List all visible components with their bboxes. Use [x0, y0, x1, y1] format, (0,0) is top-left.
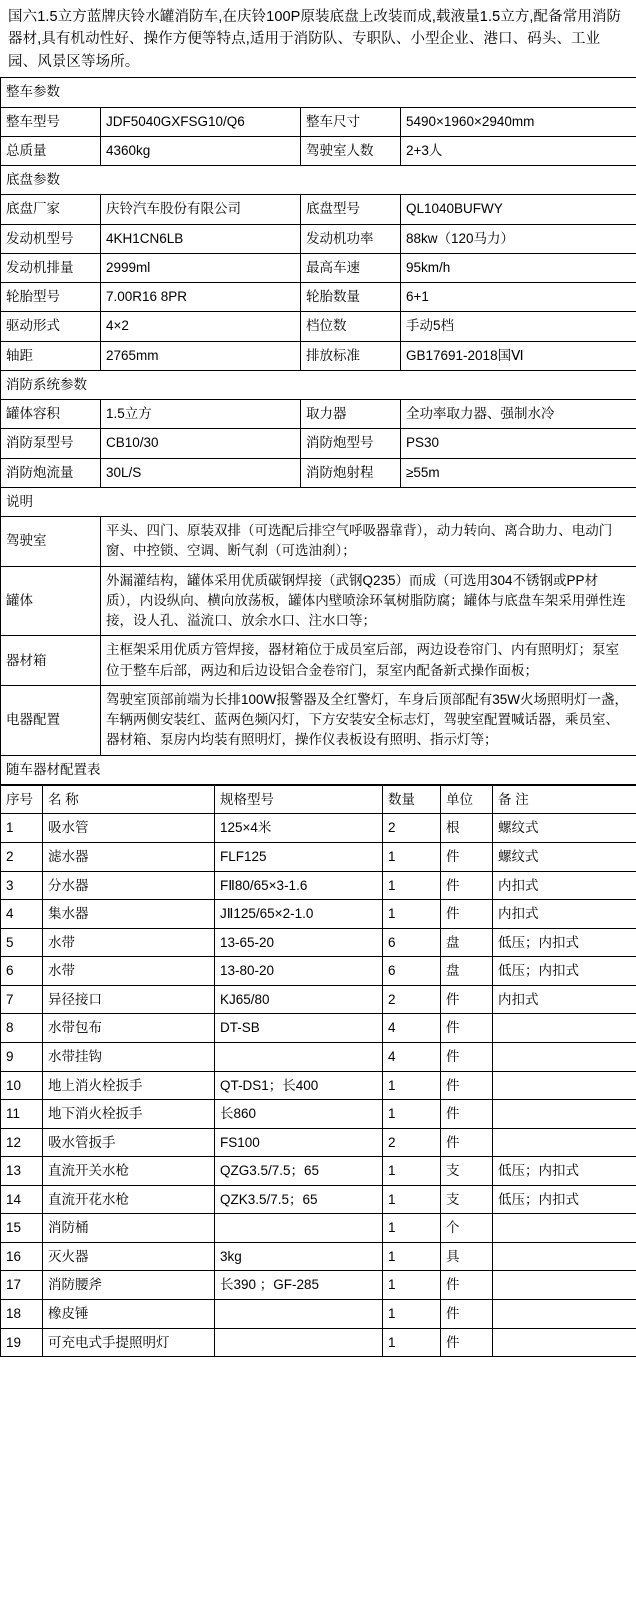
spec-label: 档位数: [301, 312, 401, 341]
spec-label: 消防炮流量: [1, 458, 101, 487]
cell-qty: 1: [383, 1157, 441, 1186]
spec-row: [1, 341, 636, 370]
cell-qty: 4: [383, 1042, 441, 1071]
cell-no: 6: [1, 957, 43, 986]
cell-qty: 1: [383, 1242, 441, 1271]
spec-label: 驾驶室人数: [301, 136, 401, 165]
spec-label: 整车型号: [1, 107, 101, 136]
cell-no: 12: [1, 1128, 43, 1157]
description-text: 主框架采用优质方管焊接，器材箱位于成员室后部，两边设卷帘门、内有照明灯；泵室位于整车后部，两边和后边设铝合金卷帘门，泵室内配备新式操作面板；: [101, 636, 636, 686]
section-header-row: [1, 370, 636, 399]
table-row: [1, 1157, 636, 1186]
cell-unit: 件: [441, 900, 493, 929]
cell-unit: 件: [441, 1014, 493, 1043]
cell-unit: 具: [441, 1242, 493, 1271]
cell-note: 内扣式: [493, 871, 636, 900]
spec-label: 发动机功率: [301, 224, 401, 253]
spec-value: 30L/S: [101, 458, 301, 487]
section-title-fire-system: 消防系统参数: [1, 370, 636, 399]
cell-model: FLF125: [215, 843, 383, 872]
spec-label: 消防炮型号: [301, 429, 401, 458]
cell-no: 15: [1, 1214, 43, 1243]
spec-value: QL1040BUFWY: [401, 195, 636, 224]
section-header-row: [1, 755, 636, 784]
spec-label: 消防炮射程: [301, 458, 401, 487]
column-header-name: 名 称: [43, 785, 215, 814]
spec-label: 底盘厂家: [1, 195, 101, 224]
cell-model: [215, 1300, 383, 1329]
cell-qty: 1: [383, 1100, 441, 1129]
cell-name: 集水器: [43, 900, 215, 929]
cell-unit: 件: [441, 985, 493, 1014]
cell-note: [493, 1214, 636, 1243]
cell-name: 水带: [43, 957, 215, 986]
cell-qty: 1: [383, 1214, 441, 1243]
spec-value: 2+3人: [401, 136, 636, 165]
section-title-vehicle: 整车参数: [1, 78, 636, 107]
spec-value: 4360kg: [101, 136, 301, 165]
spec-value: 手动5档: [401, 312, 636, 341]
spec-label: 底盘型号: [301, 195, 401, 224]
spec-value: 4×2: [101, 312, 301, 341]
cell-qty: 1: [383, 1071, 441, 1100]
cell-unit: 件: [441, 1271, 493, 1300]
cell-name: 水带包布: [43, 1014, 215, 1043]
cell-qty: 1: [383, 1271, 441, 1300]
section-header-row: [1, 78, 636, 107]
spec-value: GB17691-2018国Ⅵ: [401, 341, 636, 370]
table-row: [1, 1214, 636, 1243]
spec-value: 95km/h: [401, 253, 636, 282]
cell-unit: 根: [441, 814, 493, 843]
column-header-unit: 单位: [441, 785, 493, 814]
cell-note: 螺纹式: [493, 814, 636, 843]
cell-note: 螺纹式: [493, 843, 636, 872]
spec-label: 轴距: [1, 341, 101, 370]
cell-qty: 1: [383, 871, 441, 900]
spec-row: [1, 283, 636, 312]
spec-value: 2765mm: [101, 341, 301, 370]
cell-no: 13: [1, 1157, 43, 1186]
cell-unit: 件: [441, 1071, 493, 1100]
section-title-equipment: 随车器材配置表: [1, 755, 636, 784]
cell-model: FⅡ80/65×3-1.6: [215, 871, 383, 900]
spec-value: 88kw（120马力）: [401, 224, 636, 253]
cell-name: 消防腰斧: [43, 1271, 215, 1300]
cell-name: 直流开花水枪: [43, 1185, 215, 1214]
cell-qty: 2: [383, 985, 441, 1014]
spec-value: JDF5040GXFSG10/Q6: [101, 107, 301, 136]
cell-model: QZG3.5/7.5；65: [215, 1157, 383, 1186]
table-row: [1, 1242, 636, 1271]
cell-qty: 2: [383, 814, 441, 843]
spec-row: [1, 429, 636, 458]
cell-unit: 盘: [441, 957, 493, 986]
table-row: [1, 928, 636, 957]
table-row: [1, 985, 636, 1014]
spec-row: [1, 136, 636, 165]
cell-note: 内扣式: [493, 900, 636, 929]
cell-no: 18: [1, 1300, 43, 1329]
cell-note: 低压；内扣式: [493, 1185, 636, 1214]
cell-note: 内扣式: [493, 985, 636, 1014]
table-row: [1, 814, 636, 843]
cell-unit: 件: [441, 1300, 493, 1329]
cell-name: 水带挂钩: [43, 1042, 215, 1071]
cell-model: 长860: [215, 1100, 383, 1129]
table-row: [1, 957, 636, 986]
description-text: 外漏灌结构，罐体采用优质碳钢焊接（武钢Q235）而成（可选用304不锈钢或PP材质），内设纵向、横向放荡板，罐体内壁喷涂环氧树脂防腐；罐体与底盘车架采用弹性连接，设人孔、溢流口、放余水口、注水口等；: [101, 566, 636, 636]
cell-no: 9: [1, 1042, 43, 1071]
cell-name: 橡皮锤: [43, 1300, 215, 1329]
cell-unit: 件: [441, 1128, 493, 1157]
cell-model: [215, 1214, 383, 1243]
cell-unit: 件: [441, 871, 493, 900]
spec-row: [1, 458, 636, 487]
column-header-no: 序号: [1, 785, 43, 814]
cell-no: 1: [1, 814, 43, 843]
spec-value: 6+1: [401, 283, 636, 312]
table-row: [1, 1185, 636, 1214]
cell-qty: 2: [383, 1128, 441, 1157]
cell-no: 16: [1, 1242, 43, 1271]
cell-model: QZK3.5/7.5；65: [215, 1185, 383, 1214]
cell-name: 吸水管: [43, 814, 215, 843]
table-row: [1, 1300, 636, 1329]
cell-no: 11: [1, 1100, 43, 1129]
cell-unit: 支: [441, 1185, 493, 1214]
spec-value: 全功率取力器、强制水冷: [401, 400, 636, 429]
intro-paragraph: 国六1.5立方蓝牌庆铃水罐消防车,在庆铃100P原装底盘上改装而成,载液量1.5立方,配备常用消防器材,具有机动性好、操作方便等特点,适用于消防队、专职队、小型企业、港口、码头、工业园、风景区等场所。: [8, 9, 622, 70]
cell-model: 3kg: [215, 1242, 383, 1271]
cell-no: 3: [1, 871, 43, 900]
cell-note: [493, 1071, 636, 1100]
cell-qty: 1: [383, 1300, 441, 1329]
description-label: 器材箱: [1, 636, 101, 686]
spec-label: 排放标准: [301, 341, 401, 370]
spec-row: [1, 224, 636, 253]
cell-note: [493, 1042, 636, 1071]
cell-name: 灭火器: [43, 1242, 215, 1271]
cell-unit: 件: [441, 1042, 493, 1071]
spec-row: [1, 400, 636, 429]
table-row: [1, 1128, 636, 1157]
spec-value: 4KH1CN6LB: [101, 224, 301, 253]
cell-qty: 1: [383, 1185, 441, 1214]
cell-no: 2: [1, 843, 43, 872]
cell-unit: 个: [441, 1214, 493, 1243]
spec-value: ≥55m: [401, 458, 636, 487]
spec-label: 取力器: [301, 400, 401, 429]
cell-qty: 1: [383, 900, 441, 929]
spec-value: PS30: [401, 429, 636, 458]
cell-name: 水带: [43, 928, 215, 957]
table-row: [1, 1042, 636, 1071]
spec-row: [1, 107, 636, 136]
cell-no: 8: [1, 1014, 43, 1043]
cell-qty: 4: [383, 1014, 441, 1043]
cell-no: 7: [1, 985, 43, 1014]
cell-name: 地上消火栓扳手: [43, 1071, 215, 1100]
cell-unit: 件: [441, 1328, 493, 1357]
cell-name: 地下消火栓扳手: [43, 1100, 215, 1129]
description-label: 罐体: [1, 566, 101, 636]
equipment-table: [0, 785, 636, 1357]
description-row: [1, 685, 636, 755]
cell-model: QT-DS1；长400: [215, 1071, 383, 1100]
spec-label: 驱动形式: [1, 312, 101, 341]
section-header-row: [1, 487, 636, 516]
cell-no: 19: [1, 1328, 43, 1357]
column-header-qty: 数量: [383, 785, 441, 814]
table-row: [1, 871, 636, 900]
equipment-header-row: [1, 785, 636, 814]
description-label: 电器配置: [1, 685, 101, 755]
table-row: [1, 1071, 636, 1100]
spec-value: 2999ml: [101, 253, 301, 282]
cell-model: FS100: [215, 1128, 383, 1157]
cell-model: 13-80-20: [215, 957, 383, 986]
cell-qty: 6: [383, 957, 441, 986]
cell-note: [493, 1100, 636, 1129]
cell-model: 13-65-20: [215, 928, 383, 957]
cell-model: 长390 ；GF-285: [215, 1271, 383, 1300]
cell-note: [493, 1014, 636, 1043]
cell-name: 可充电式手提照明灯: [43, 1328, 215, 1357]
table-row: [1, 900, 636, 929]
spec-label: 发动机排量: [1, 253, 101, 282]
table-row: [1, 1100, 636, 1129]
cell-no: 5: [1, 928, 43, 957]
cell-note: [493, 1300, 636, 1329]
section-header-row: [1, 166, 636, 195]
cell-note: 低压；内扣式: [493, 1157, 636, 1186]
specifications-table: [0, 77, 636, 785]
cell-qty: 1: [383, 1328, 441, 1357]
cell-unit: 盘: [441, 928, 493, 957]
spec-label: 整车尺寸: [301, 107, 401, 136]
cell-model: KJ65/80: [215, 985, 383, 1014]
cell-unit: 件: [441, 843, 493, 872]
cell-model: [215, 1328, 383, 1357]
cell-no: 14: [1, 1185, 43, 1214]
spec-label: 最高车速: [301, 253, 401, 282]
description-row: [1, 566, 636, 636]
spec-label: 罐体容积: [1, 400, 101, 429]
column-header-note: 备 注: [493, 785, 636, 814]
spec-label: 总质量: [1, 136, 101, 165]
spec-label: 轮胎型号: [1, 283, 101, 312]
spec-value: 5490×1960×2940mm: [401, 107, 636, 136]
cell-no: 4: [1, 900, 43, 929]
spec-label: 发动机型号: [1, 224, 101, 253]
description-row: [1, 636, 636, 686]
cell-qty: 1: [383, 843, 441, 872]
cell-no: 10: [1, 1071, 43, 1100]
spec-label: 消防泵型号: [1, 429, 101, 458]
cell-model: DT-SB: [215, 1014, 383, 1043]
cell-name: 滤水器: [43, 843, 215, 872]
spec-row: [1, 253, 636, 282]
description-label: 驾驶室: [1, 517, 101, 567]
cell-name: 分水器: [43, 871, 215, 900]
cell-note: [493, 1271, 636, 1300]
table-row: [1, 1014, 636, 1043]
cell-qty: 6: [383, 928, 441, 957]
cell-name: 直流开关水枪: [43, 1157, 215, 1186]
spec-value: 庆铃汽车股份有限公司: [101, 195, 301, 224]
spec-value: CB10/30: [101, 429, 301, 458]
cell-no: 17: [1, 1271, 43, 1300]
table-row: [1, 1328, 636, 1357]
cell-unit: 支: [441, 1157, 493, 1186]
spec-row: [1, 312, 636, 341]
section-title-chassis: 底盘参数: [1, 166, 636, 195]
cell-model: [215, 1042, 383, 1071]
cell-name: 异径接口: [43, 985, 215, 1014]
cell-name: 吸水管扳手: [43, 1128, 215, 1157]
cell-note: [493, 1128, 636, 1157]
spec-row: [1, 195, 636, 224]
column-header-model: 规格型号: [215, 785, 383, 814]
table-row: [1, 1271, 636, 1300]
cell-model: JⅡ125/65×2-1.0: [215, 900, 383, 929]
section-title-description: 说明: [1, 487, 636, 516]
description-text: 平头、四门、原装双排（可选配后排空气呼吸器靠背），动力转向、离合助力、电动门窗、中控锁、空调、断气刹（可选油刹）；: [101, 517, 636, 567]
cell-note: 低压；内扣式: [493, 928, 636, 957]
cell-note: [493, 1242, 636, 1271]
cell-model: 125×4米: [215, 814, 383, 843]
spec-value: 1.5立方: [101, 400, 301, 429]
table-row: [1, 843, 636, 872]
cell-note: [493, 1328, 636, 1357]
cell-unit: 件: [441, 1100, 493, 1129]
spec-label: 轮胎数量: [301, 283, 401, 312]
description-row: [1, 517, 636, 567]
cell-note: 低压；内扣式: [493, 957, 636, 986]
cell-name: 消防桶: [43, 1214, 215, 1243]
spec-value: 7.00R16 8PR: [101, 283, 301, 312]
description-text: 驾驶室顶部前端为长排100W报警器及全红警灯，车身后顶部配有35W火场照明灯一盏，车辆两侧安装红、蓝两色频闪灯，下方安装安全标志灯，驾驶室配置喊话器，乘员室、器材箱、泵房内均装有照明灯，操作仪表板设有照明、指示灯等；: [101, 685, 636, 755]
